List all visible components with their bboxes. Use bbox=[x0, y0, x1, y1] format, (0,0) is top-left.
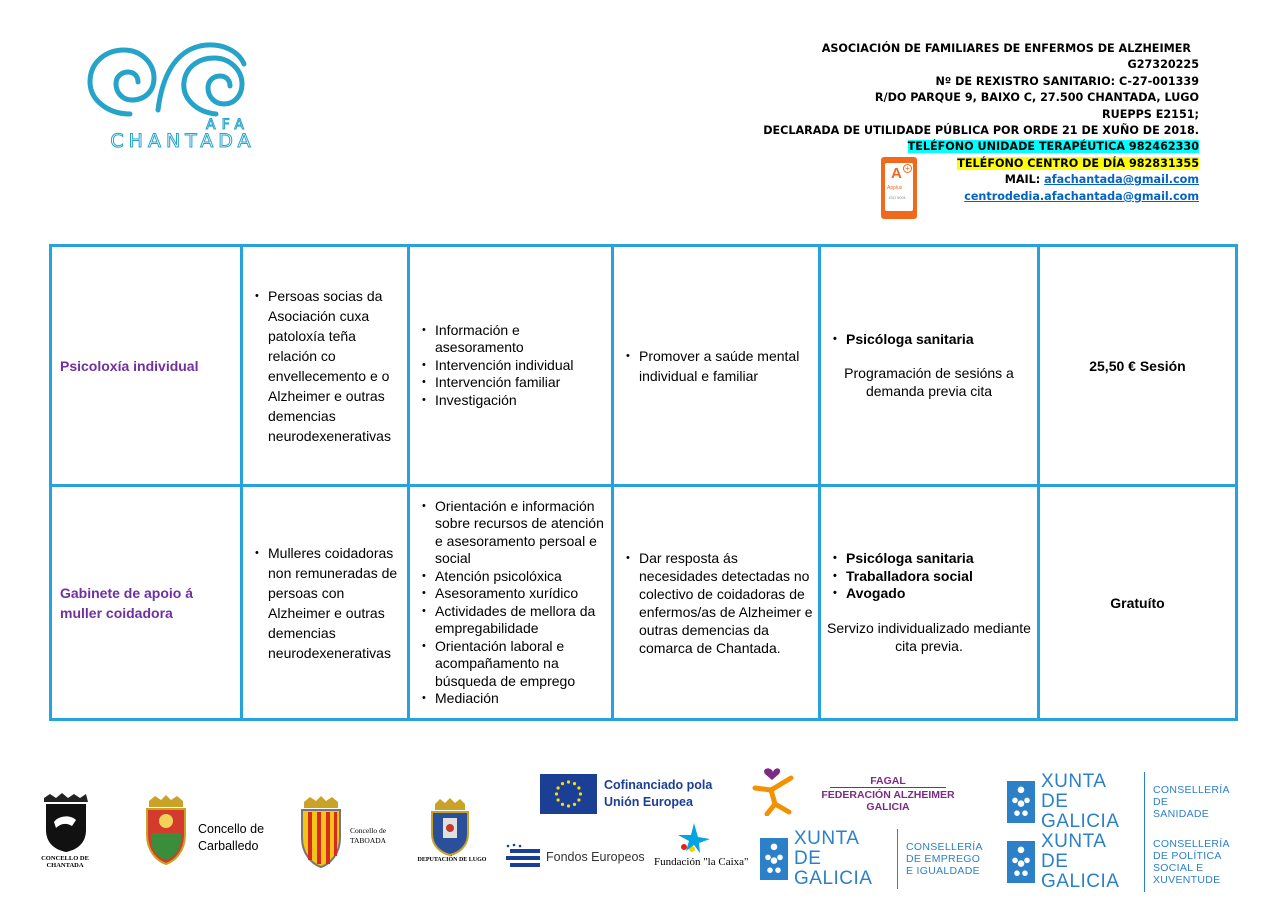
applus-iso: ISO 9001 bbox=[889, 195, 906, 200]
xunta-wordmark: XUNTA DE GALICIA bbox=[794, 829, 898, 889]
mail-label: MAIL: bbox=[1004, 173, 1041, 187]
consellaria-emprego: CONSELLERÍA DE EMPREGO E IGUALDADE bbox=[906, 841, 983, 877]
applus-certification-badge bbox=[881, 157, 917, 219]
actions-cell bbox=[409, 486, 613, 720]
list-item: • Persoas socias da Asociación cuxa patoloxía teña relación co envellecemento e o Alzheimer e outras demencias neurodexenerativas bbox=[268, 286, 407, 446]
objectives-cell bbox=[613, 246, 820, 486]
xunta-wordmark: XUNTA DE GALICIA bbox=[1041, 832, 1145, 892]
org-name: ASOCIACIÓN DE FAMILIARES DE ENFERMOS DE ALZHEIMER bbox=[821, 42, 1191, 55]
fagal-acronym: FAGAL bbox=[830, 775, 946, 788]
org-registry: Nº DE REXISTRO SANITARIO: C-27-001339 bbox=[935, 74, 1199, 88]
la-caixa-caption: Fundación "la Caixa" bbox=[654, 856, 749, 868]
la-caixa-star-icon bbox=[672, 821, 712, 855]
xunta-politica-social-logo bbox=[1007, 832, 1241, 892]
fagal-caption bbox=[802, 775, 974, 813]
professionals-cell bbox=[820, 246, 1039, 486]
list-item: • Intervención familiar bbox=[435, 374, 611, 392]
xunta-wordmark: XUNTA DE GALICIA bbox=[1041, 772, 1145, 832]
list-item: • Atención psicolóxica bbox=[435, 568, 611, 586]
phone-daycenter: TELÉFONO CENTRO DE DÍA 982831355 bbox=[957, 156, 1199, 170]
xunta-sanidade-logo bbox=[1007, 771, 1230, 832]
table-row bbox=[51, 246, 1237, 486]
list-item: • Dar resposta ás necesidades detectadas no colectivo de coidadoras de enfermos/as de Alzheimer e outras demencias da comarca de Chantada. bbox=[639, 549, 818, 657]
mail-link-1[interactable]: afachantada@gmail.com bbox=[1044, 173, 1199, 187]
table-row bbox=[51, 486, 1237, 720]
schedule-note: Programación de sesións a demanda previa cita bbox=[844, 365, 1014, 400]
list-item: • Avogado bbox=[846, 585, 1037, 603]
list-item: • Información e asesoramento bbox=[435, 322, 611, 357]
lugo-coat-of-arms-icon bbox=[429, 798, 471, 856]
carballedo-caption: Concello de Carballedo bbox=[198, 822, 265, 853]
plus-icon: + bbox=[903, 164, 912, 173]
taboada-caption bbox=[350, 826, 404, 846]
list-item: • Asesoramento xurídico bbox=[435, 585, 611, 603]
services-table bbox=[49, 244, 1238, 721]
fondos-europeos-caption: Fondos Europeos bbox=[546, 850, 645, 864]
chantada-caption: CONCELLO DE CHANTADA bbox=[41, 855, 89, 869]
logo-wordmark bbox=[78, 118, 288, 151]
xunta-emprego-logo bbox=[760, 829, 982, 889]
list-item: • Psicóloga sanitaria bbox=[846, 550, 1037, 568]
list-item: • Mulleres coidadoras non remuneradas de persoas con Alzheimer e outras demencias neurodexenerativas bbox=[268, 543, 407, 663]
xunta-emblem-icon bbox=[1007, 781, 1035, 823]
objectives-cell bbox=[613, 486, 820, 720]
professionals-cell bbox=[820, 486, 1039, 720]
consellaria-sanidade: CONSELLERÍA DE SANIDADE bbox=[1153, 784, 1230, 820]
list-item: • Actividades de mellora da empregabilidade bbox=[435, 603, 611, 638]
eu-stars-icon bbox=[540, 774, 597, 814]
logo-line-2: CHANTADA bbox=[110, 130, 256, 152]
phone-therapy: TELÉFONO UNIDADE TERAPÉUTICA 982462330 bbox=[907, 140, 1199, 154]
consellaria-politica-social: CONSELLERÍA DE POLÍTICA SOCIAL E XUVENTUDE bbox=[1153, 838, 1230, 886]
list-item: • Investigación bbox=[435, 392, 611, 410]
contact-block bbox=[639, 41, 1199, 205]
mail-link-2[interactable]: centrodedia.afachantada@gmail.com bbox=[964, 189, 1199, 203]
fagal-fullname: FEDERACIÓN ALZHEIMER GALICIA bbox=[821, 789, 955, 813]
org-cif: G27320225 bbox=[1127, 58, 1199, 72]
beneficiaries-cell bbox=[242, 486, 409, 720]
org-utility: DECLARADA DE UTILIDADE PÚBLICA POR ORDE 21 DE XUÑO DE 2018. bbox=[763, 124, 1199, 138]
service-name: Gabinete de apoio á muller coidadora bbox=[51, 486, 242, 720]
org-address: R/DO PARQUE 9, BAIXO C, 27.500 CHANTADA, LUGO bbox=[874, 91, 1199, 105]
fondos-europeos-icon bbox=[504, 843, 542, 871]
chantada-coat-of-arms-icon bbox=[36, 792, 96, 854]
price-cell: 25,50 € Sesión bbox=[1039, 246, 1237, 486]
logo-line-1: AFA bbox=[206, 117, 250, 133]
eu-flag-icon bbox=[540, 774, 597, 814]
applus-brand: Applus bbox=[887, 185, 903, 191]
applus-mark: A bbox=[891, 165, 902, 182]
list-item: • Promover a saúde mental individual e familiar bbox=[639, 346, 818, 386]
lugo-caption: DEPUTACIÓN DE LUGO bbox=[417, 857, 487, 863]
taboada-coat-of-arms-icon bbox=[298, 796, 344, 868]
list-item: • Traballadora social bbox=[846, 568, 1037, 586]
list-item: • Orientación e información sobre recursos de atención e asesoramento persoal e social bbox=[435, 498, 611, 568]
eu-cofinance-caption: Cofinanciado pola Unión Europea bbox=[604, 778, 713, 809]
xunta-emblem-icon bbox=[760, 838, 788, 880]
beneficiaries-cell bbox=[242, 246, 409, 486]
org-ruepps: RUEPPS E2151; bbox=[1102, 107, 1199, 121]
fagal-figure-icon bbox=[751, 766, 799, 816]
list-item: • Orientación laboral e acompañamento na búsqueda de emprego bbox=[435, 638, 611, 691]
price-cell: Gratuíto bbox=[1039, 486, 1237, 720]
carballedo-coat-of-arms-icon bbox=[143, 795, 189, 865]
schedule-note: Servizo individualizado mediante cita previa. bbox=[827, 619, 1031, 654]
list-item: • Mediación bbox=[435, 690, 611, 708]
service-name: Psicoloxía individual bbox=[51, 246, 242, 486]
actions-cell bbox=[409, 246, 613, 486]
list-item: • Psicóloga sanitaria bbox=[846, 331, 1037, 349]
xunta-emblem-icon bbox=[1007, 841, 1035, 883]
taboada-line-1: Concello de bbox=[350, 826, 387, 835]
taboada-line-2: TABOADA bbox=[350, 836, 387, 845]
list-item: • Intervención individual bbox=[435, 357, 611, 375]
